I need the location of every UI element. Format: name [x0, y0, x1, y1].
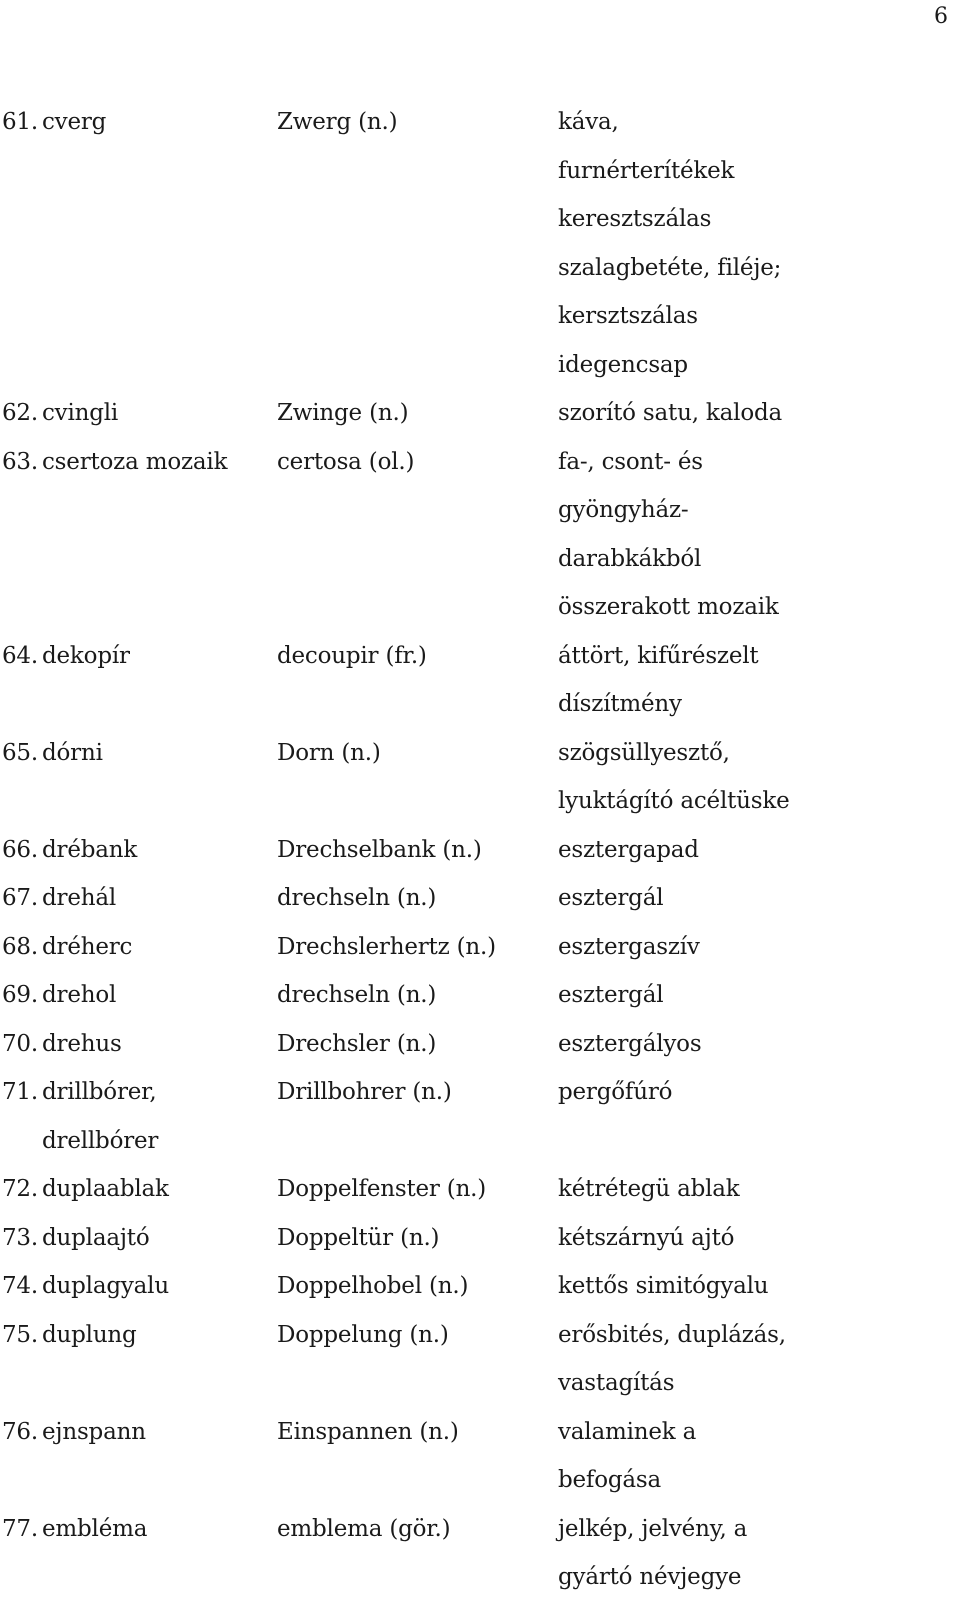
meaning-line: vastagítás [558, 1370, 675, 1396]
entry-number: 74. [2, 1273, 38, 1299]
term-line: duplaablak [42, 1176, 169, 1202]
entry-term [42, 98, 277, 389]
entry-term [42, 1068, 277, 1165]
meaning-line: pergőfúró [558, 1079, 673, 1105]
entry-term [42, 1311, 277, 1408]
meaning-line: kétrétegü ablak [558, 1176, 740, 1202]
meaning-line: kersztszálas [558, 303, 698, 329]
entry-term [42, 1020, 277, 1069]
entry-term [42, 826, 277, 875]
glossary-entry [0, 874, 960, 923]
entry-number: 64. [2, 642, 38, 669]
meaning-line: gyöngyház- [558, 497, 689, 523]
term-line: csertoza mozaik [42, 448, 228, 475]
glossary-entry [0, 1020, 960, 1069]
entry-meaning [558, 1068, 960, 1165]
meaning-line: furnérterítékek [558, 157, 735, 184]
entry-term [42, 1214, 277, 1263]
entry-term [42, 1262, 277, 1311]
term-line: dekopír [42, 642, 130, 669]
meaning-line: szorító satu, kaloda [558, 400, 783, 426]
entry-number: 62. [2, 400, 38, 426]
entry-term [42, 632, 277, 729]
meaning-line: darabkákból [558, 545, 702, 572]
entry-origin: Doppeltür (n.) [277, 1224, 440, 1251]
entry-number: 73. [2, 1224, 38, 1251]
glossary-entry [0, 1311, 960, 1408]
meaning-line: befogása [558, 1467, 662, 1493]
term-line: drillbórer, [42, 1079, 157, 1105]
entry-term [42, 971, 277, 1020]
entry-origin: Zwinge (n.) [277, 400, 409, 426]
entry-meaning [558, 98, 960, 389]
meaning-line: esztergaszív [558, 933, 700, 960]
entry-origin: Drechslerhertz (n.) [277, 933, 496, 960]
meaning-line: erősbités, duplázás, [558, 1321, 786, 1348]
entry-origin: Drillbohrer (n.) [277, 1079, 452, 1105]
meaning-line: jelkép, jelvény, a [558, 1515, 748, 1542]
term-line: drehol [42, 982, 117, 1008]
entry-meaning [558, 923, 960, 972]
glossary-entry [0, 971, 960, 1020]
term-line: drehál [42, 885, 117, 911]
entry-number: 72. [2, 1176, 38, 1202]
entry-number: 75. [2, 1321, 38, 1348]
entry-number: 67. [2, 885, 38, 911]
term-line: ejnspann [42, 1418, 146, 1445]
glossary-entry [0, 98, 960, 389]
glossary-entry [0, 1068, 960, 1165]
entry-meaning [558, 1165, 960, 1214]
meaning-line: esztergapad [558, 836, 699, 863]
term-line: duplagyalu [42, 1273, 169, 1299]
glossary-entry [0, 389, 960, 438]
glossary-entry [0, 1505, 960, 1602]
entry-meaning [558, 1408, 960, 1505]
entry-number: 68. [2, 933, 38, 960]
entry-term [42, 729, 277, 826]
entry-meaning [558, 632, 960, 729]
entry-number: 65. [2, 739, 38, 766]
entry-number: 70. [2, 1030, 38, 1057]
meaning-line: esztergál [558, 982, 664, 1008]
glossary-entry [0, 438, 960, 632]
meaning-line: idegencsap [558, 351, 688, 378]
entry-meaning [558, 729, 960, 826]
entry-origin: Zwerg (n.) [277, 109, 398, 135]
term-line: drehus [42, 1030, 122, 1057]
entry-number: 69. [2, 982, 38, 1008]
meaning-line: valaminek a [558, 1418, 697, 1445]
meaning-line: keresztszálas [558, 206, 712, 232]
entry-number: 66. [2, 836, 38, 863]
meaning-line: áttört, kifűrészelt [558, 642, 759, 669]
entry-term [42, 438, 277, 632]
entry-origin: Drechsler (n.) [277, 1030, 437, 1057]
entry-term [42, 1408, 277, 1505]
entry-meaning [558, 438, 960, 632]
glossary-entry [0, 632, 960, 729]
meaning-line: díszítmény [558, 691, 682, 717]
term-line: dréherc [42, 933, 133, 960]
term-line: cvingli [42, 400, 119, 426]
term-line: duplaajtó [42, 1224, 150, 1251]
entry-origin: Doppelung (n.) [277, 1321, 449, 1348]
entry-origin: decoupir (fr.) [277, 642, 427, 669]
meaning-line: gyártó névjegye [558, 1564, 742, 1590]
entry-term [42, 1165, 277, 1214]
meaning-line: kettős simitógyalu [558, 1273, 769, 1299]
term-line: drellbórer [42, 1127, 159, 1154]
glossary-list [0, 98, 960, 1602]
entry-origin: emblema (gör.) [277, 1515, 451, 1542]
entry-number: 61. [2, 109, 38, 135]
glossary-entry [0, 923, 960, 972]
meaning-line: összerakott mozaik [558, 594, 779, 620]
entry-origin: certosa (ol.) [277, 448, 415, 475]
glossary-entry [0, 826, 960, 875]
term-line: drébank [42, 836, 138, 863]
entry-number: 77. [2, 1515, 38, 1542]
entry-origin: Doppelhobel (n.) [277, 1273, 469, 1299]
entry-term [42, 874, 277, 923]
meaning-line: káva, [558, 109, 619, 135]
meaning-line: szögsüllyesztő, [558, 739, 730, 766]
glossary-entry [0, 1165, 960, 1214]
glossary-entry [0, 1214, 960, 1263]
meaning-line: szalagbetéte, filéje; [558, 254, 782, 281]
entry-number: 71. [2, 1079, 38, 1105]
entry-meaning [558, 1214, 960, 1263]
glossary-entry [0, 1408, 960, 1505]
entry-term [42, 923, 277, 972]
glossary-entry [0, 729, 960, 826]
entry-origin: Drechselbank (n.) [277, 836, 482, 863]
entry-meaning [558, 1020, 960, 1069]
page-number: 6 [934, 4, 948, 29]
entry-term [42, 389, 277, 438]
entry-meaning [558, 1505, 960, 1602]
meaning-line: esztergál [558, 885, 664, 911]
entry-meaning [558, 1262, 960, 1311]
entry-origin: drechseln (n.) [277, 982, 437, 1008]
term-line: duplung [42, 1321, 137, 1348]
entry-origin: drechseln (n.) [277, 885, 437, 911]
entry-meaning [558, 971, 960, 1020]
entry-origin: Dorn (n.) [277, 739, 381, 766]
term-line: dórni [42, 739, 103, 766]
entry-meaning [558, 389, 960, 438]
entry-number: 76. [2, 1418, 38, 1445]
entry-origin: Einspannen (n.) [277, 1418, 459, 1445]
term-line: embléma [42, 1515, 148, 1542]
term-line: cverg [42, 109, 107, 135]
entry-meaning [558, 1311, 960, 1408]
entry-origin: Doppelfenster (n.) [277, 1176, 487, 1202]
meaning-line: esztergályos [558, 1030, 702, 1057]
meaning-line: lyuktágító acéltüske [558, 788, 790, 814]
glossary-entry [0, 1262, 960, 1311]
entry-meaning [558, 874, 960, 923]
meaning-line: kétszárnyú ajtó [558, 1224, 735, 1251]
meaning-line: fa-, csont- és [558, 448, 703, 475]
entry-meaning [558, 826, 960, 875]
entry-term [42, 1505, 277, 1602]
entry-number: 63. [2, 448, 38, 475]
